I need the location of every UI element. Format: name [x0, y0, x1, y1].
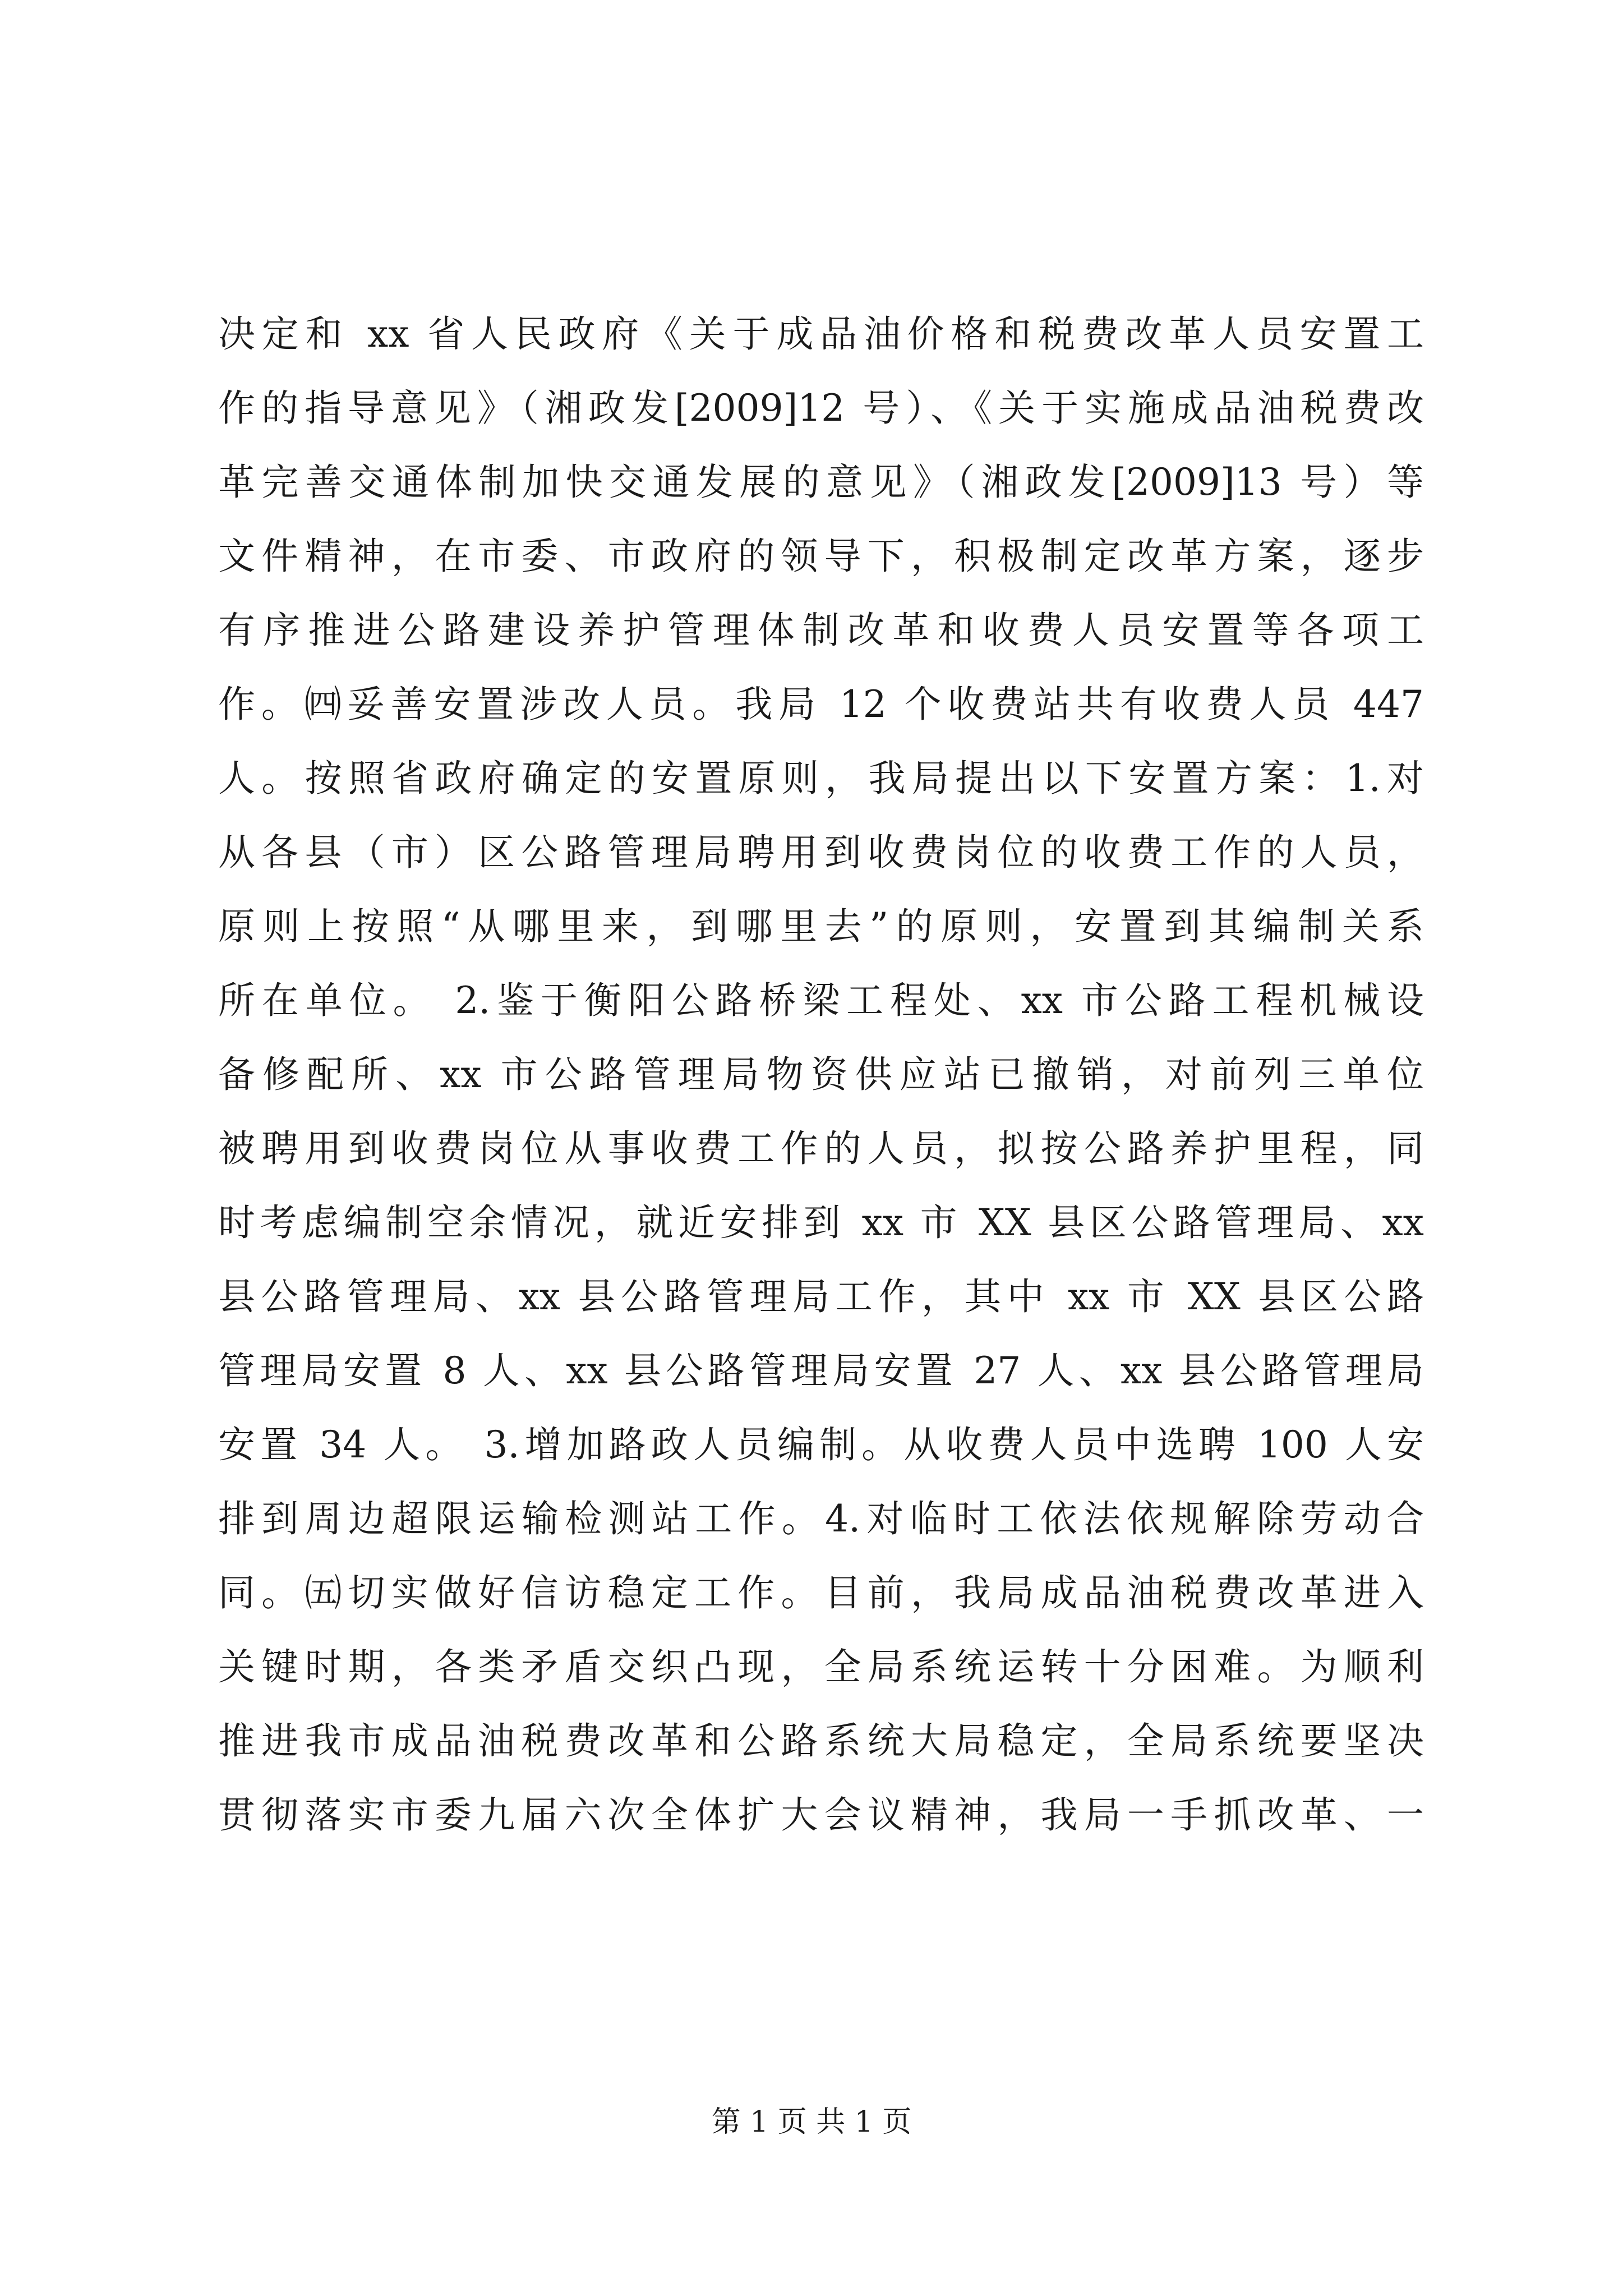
text-line-14: 县公路管理局、xx 县公路管理局工作，其中 xx 市 XX 县区公路	[218, 1275, 1424, 1318]
text-line-3: 革完善交通体制加快交通发展的意见》（湘政发[2009]13 号）等	[218, 461, 1424, 504]
text-line-21: 贯彻落实市委九届六次全体扩大会议精神，我局一手抓改革、一	[218, 1793, 1424, 1837]
text-line-6: 作。㈣妥善安置涉改人员。我局 12 个收费站共有收费人员 447	[218, 683, 1424, 726]
text-line-8: 从各县（市）区公路管理局聘用到收费岗位的收费工作的人员，	[218, 831, 1424, 874]
text-line-7: 人。按照省政府确定的安置原则，我局提出以下安置方案：1.对	[218, 757, 1424, 800]
text-line-9: 原则上按照“从哪里来，到哪里去”的原则，安置到其编制关系	[218, 905, 1424, 948]
text-line-13: 时考虑编制空余情况，就近安排到 xx 市 XX 县区公路管理局、xx	[218, 1201, 1424, 1244]
text-line-19: 关键时期，各类矛盾交织凸现，全局系统运转十分困难。为顺利	[218, 1645, 1424, 1688]
text-line-17: 排到周边超限运输检测站工作。4.对临时工依法依规解除劳动合	[218, 1497, 1424, 1540]
document-body	[218, 297, 1424, 1852]
text-line-5: 有序推进公路建设养护管理体制改革和收费人员安置等各项工	[218, 609, 1424, 652]
text-line-15: 管理局安置 8 人、xx 县公路管理局安置 27 人、xx 县公路管理局	[218, 1349, 1424, 1392]
text-line-10: 所在单位。 2.鉴于衡阳公路桥梁工程处、xx 市公路工程机械设	[218, 979, 1424, 1022]
text-line-11: 备修配所、xx 市公路管理局物资供应站已撤销，对前列三单位	[218, 1053, 1424, 1096]
text-line-16: 安置 34 人。 3.增加路政人员编制。从收费人员中选聘 100 人安	[218, 1423, 1424, 1466]
page-footer: 第 1 页 共 1 页	[711, 2105, 912, 2139]
text-line-2: 作的指导意见》（湘政发[2009]12 号）、《关于实施成品油税费改	[218, 386, 1424, 430]
text-line-1: 决定和 xx 省人民政府《关于成品油价格和税费改革人员安置工	[218, 312, 1424, 356]
text-line-12: 被聘用到收费岗位从事收费工作的人员，拟按公路养护里程，同	[218, 1127, 1424, 1170]
text-line-4: 文件精神，在市委、市政府的领导下，积极制定改革方案，逐步	[218, 535, 1424, 578]
text-line-18: 同。㈤切实做好信访稳定工作。目前，我局成品油税费改革进入	[218, 1571, 1424, 1614]
text-line-20: 推进我市成品油税费改革和公路系统大局稳定，全局系统要坚决	[218, 1719, 1424, 1763]
